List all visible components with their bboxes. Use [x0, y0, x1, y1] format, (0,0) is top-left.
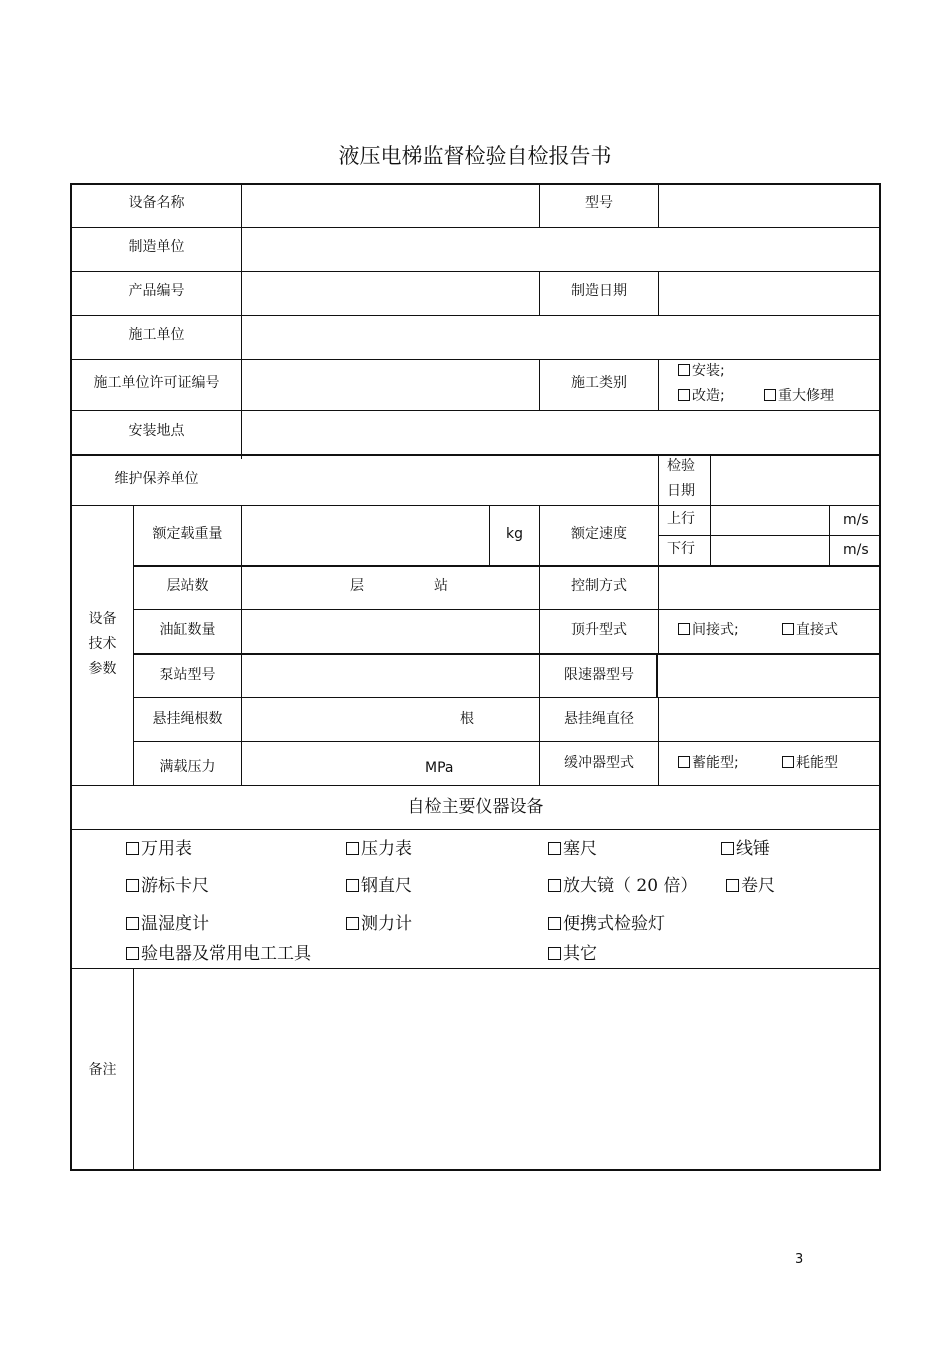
checkbox-icon[interactable]	[678, 389, 690, 401]
equipment-electrical-tools[interactable]	[126, 944, 311, 964]
row-divider	[70, 315, 881, 316]
row-divider	[133, 697, 881, 698]
option-label: 耗能型	[796, 755, 838, 771]
checkbox-icon[interactable]	[782, 756, 794, 768]
checkbox-icon[interactable]	[346, 917, 359, 930]
label-up: 上行	[667, 511, 695, 527]
row-divider	[70, 454, 881, 456]
equipment-feeler-gauge[interactable]	[548, 839, 597, 859]
label-install-location: 安装地点	[128, 423, 185, 439]
row-divider	[70, 271, 881, 272]
label-manufacturer: 制造单位	[128, 239, 185, 255]
unit-kg: kg	[506, 526, 523, 542]
speed-divider	[658, 535, 881, 536]
label-governor-model: 限速器型号	[564, 667, 634, 683]
label-floors: 层站数	[166, 578, 209, 594]
col-divider	[710, 454, 711, 565]
checkbox-icon[interactable]	[548, 917, 561, 930]
label-tech-params-2: 技术	[88, 636, 117, 652]
row-divider	[133, 609, 881, 610]
col-divider	[539, 505, 540, 785]
equipment-plumb[interactable]	[721, 839, 770, 859]
label-model: 型号	[585, 195, 613, 211]
equipment-label: 钢直尺	[361, 876, 412, 896]
col-divider	[658, 271, 659, 315]
checkbox-icon[interactable]	[346, 879, 359, 892]
label-remarks: 备注	[88, 1062, 117, 1078]
col-divider	[658, 697, 659, 785]
col-divider	[658, 183, 659, 227]
row-divider	[70, 410, 881, 411]
row-divider	[70, 785, 881, 786]
option-label: 重大修理	[778, 388, 834, 404]
equipment-tape[interactable]	[726, 876, 775, 896]
equipment-label: 便携式检验灯	[563, 914, 665, 934]
option-major-repair[interactable]	[764, 388, 834, 405]
equipment-label: 卷尺	[741, 876, 775, 896]
checkbox-icon[interactable]	[764, 389, 776, 401]
option-modify[interactable]	[678, 388, 725, 405]
checkbox-icon[interactable]	[782, 623, 794, 635]
col-divider	[658, 359, 659, 410]
equipment-caliper[interactable]	[126, 876, 209, 896]
page-number: 3	[795, 1252, 804, 1267]
document-title: 液压电梯监督检验自检报告书	[338, 144, 612, 168]
col-divider	[241, 183, 242, 459]
label-manufacture-date: 制造日期	[571, 283, 627, 299]
equipment-magnifier[interactable]	[548, 876, 697, 896]
row-divider	[70, 968, 881, 969]
equipment-label: 放大镜（ 20 倍）	[563, 876, 698, 896]
col-divider	[241, 505, 242, 785]
label-construction-unit: 施工单位	[128, 327, 185, 343]
row-divider	[133, 653, 881, 655]
col-divider	[133, 505, 134, 785]
row-divider	[70, 505, 881, 506]
equipment-lamp[interactable]	[548, 914, 665, 934]
checkbox-icon[interactable]	[678, 623, 690, 635]
label-maintenance-unit: 维护保养单位	[114, 471, 199, 487]
equipment-label: 线锤	[736, 839, 770, 859]
equipment-label: 万用表	[141, 839, 192, 859]
equipment-other[interactable]	[548, 944, 597, 964]
equipment-label: 塞尺	[563, 839, 597, 859]
label-rope-count: 悬挂绳根数	[152, 711, 223, 727]
option-direct[interactable]	[782, 622, 838, 639]
equipment-steel-ruler[interactable]	[346, 876, 412, 896]
label-full-load-pressure: 满载压力	[159, 759, 216, 775]
checkbox-icon[interactable]	[678, 756, 690, 768]
label-down: 下行	[667, 541, 695, 557]
option-install[interactable]	[678, 363, 725, 380]
equipment-multimeter[interactable]	[126, 839, 192, 859]
row-divider	[70, 227, 881, 228]
option-label: 蓄能型;	[692, 755, 739, 771]
label-license-no: 施工单位许可证编号	[93, 375, 220, 391]
unit-ms-down: m/s	[843, 542, 869, 558]
checkbox-icon[interactable]	[346, 842, 359, 855]
equipment-label: 其它	[563, 944, 597, 964]
checkbox-icon[interactable]	[126, 842, 139, 855]
unit-floor: 层	[350, 578, 364, 594]
label-device-name: 设备名称	[128, 195, 185, 211]
checkbox-icon[interactable]	[548, 842, 561, 855]
equipment-label: 温湿度计	[141, 914, 209, 934]
label-product-no: 产品编号	[128, 283, 185, 299]
col-divider	[133, 968, 134, 1171]
option-label: 直接式	[796, 622, 838, 638]
label-inspection-date-1: 检验	[667, 458, 695, 474]
equipment-dynamometer[interactable]	[346, 914, 412, 934]
equipment-label: 测力计	[361, 914, 412, 934]
unit-ms-up: m/s	[843, 512, 869, 528]
equipment-section-title: 自检主要仪器设备	[407, 797, 544, 817]
row-divider	[70, 829, 881, 830]
checkbox-icon[interactable]	[548, 879, 561, 892]
label-tech-params-1: 设备	[88, 611, 117, 627]
row-divider	[70, 359, 881, 360]
col-divider	[829, 505, 830, 565]
label-tech-params-3: 参数	[88, 661, 117, 677]
option-label: 间接式;	[692, 622, 739, 638]
checkbox-icon[interactable]	[678, 364, 690, 376]
label-cylinder-count: 油缸数量	[159, 622, 216, 638]
label-construction-type: 施工类别	[571, 375, 627, 391]
equipment-label: 验电器及常用电工工具	[141, 944, 311, 964]
col-divider	[658, 454, 659, 565]
option-label: 安装;	[692, 363, 725, 379]
checkbox-icon[interactable]	[126, 917, 139, 930]
row-divider	[133, 741, 881, 742]
label-control-mode: 控制方式	[571, 578, 627, 594]
option-label: 改造;	[692, 388, 725, 404]
unit-station: 站	[434, 578, 448, 594]
option-accumulator[interactable]	[678, 755, 739, 772]
label-buffer-type: 缓冲器型式	[564, 755, 634, 771]
unit-rope: 根	[460, 711, 474, 727]
option-dissipative[interactable]	[782, 755, 838, 772]
checkbox-icon[interactable]	[126, 947, 139, 960]
col-divider	[658, 565, 659, 653]
label-rated-speed: 额定速度	[571, 526, 627, 542]
checkbox-icon[interactable]	[726, 879, 739, 892]
unit-mpa: MPa	[425, 760, 454, 776]
checkbox-icon[interactable]	[126, 879, 139, 892]
label-inspection-date-2: 日期	[667, 483, 695, 499]
option-indirect[interactable]	[678, 622, 739, 639]
label-pump-model: 泵站型号	[159, 667, 216, 683]
equipment-label: 游标卡尺	[141, 876, 209, 896]
equipment-hygrometer[interactable]	[126, 914, 209, 934]
checkbox-icon[interactable]	[548, 947, 561, 960]
equipment-label: 压力表	[361, 839, 412, 859]
equipment-pressure-gauge[interactable]	[346, 839, 412, 859]
label-rated-load: 额定载重量	[152, 526, 223, 542]
checkbox-icon[interactable]	[721, 842, 734, 855]
label-rope-diameter: 悬挂绳直径	[564, 711, 634, 727]
label-lift-type: 顶升型式	[571, 622, 627, 638]
row-divider	[133, 565, 881, 567]
